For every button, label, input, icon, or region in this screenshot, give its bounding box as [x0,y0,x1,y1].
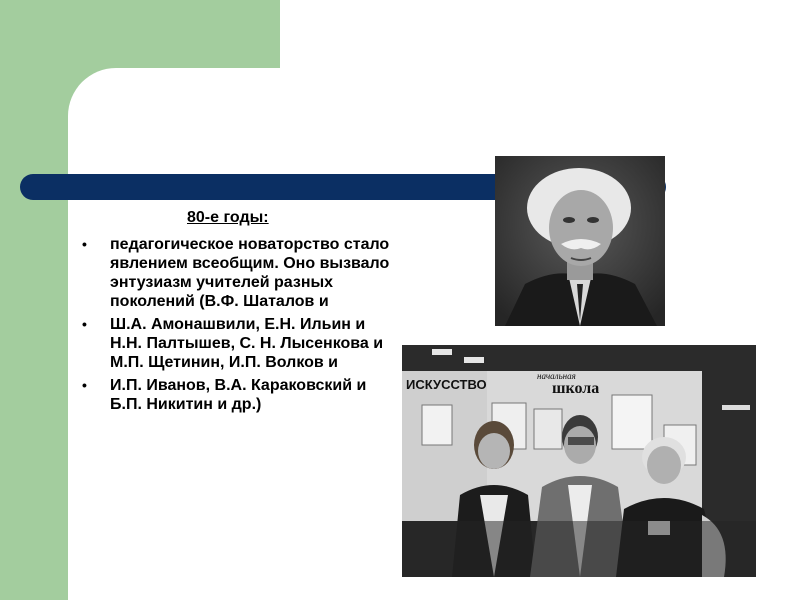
bullet-icon: • [82,316,87,332]
sign-iskusstvo: ИСКУССТВО [406,377,487,392]
sign-shkola: школа [552,380,600,397]
bullet-list [82,235,398,414]
slide-heading: 80-е годы: [187,209,269,226]
sign-nachalnaya: начальная [537,371,576,381]
group-photo [402,345,756,577]
bullet-icon: • [82,377,87,393]
portrait-photo [495,156,665,326]
list-item [82,235,398,311]
bullet-text: педагогическое новаторство стало явлением всеобщим. Оно вызвало энтузиазм учителей разных поколений (В.Ф. Шаталов и [110,236,390,310]
bullet-icon: • [82,236,87,252]
list-item [82,376,398,414]
bullet-text: И.П. Иванов, В.А. Караковский и Б.П. Никитин и др.) [110,377,367,413]
list-item [82,315,398,372]
group-image [402,345,756,577]
portrait-image [495,156,665,326]
bullet-text: Ш.А. Амонашвили, Е.Н. Ильин и Н.Н. Палтышев, С. Н. Лысенкова и М.П. Щетинин, И.П. Волков и [110,316,384,371]
